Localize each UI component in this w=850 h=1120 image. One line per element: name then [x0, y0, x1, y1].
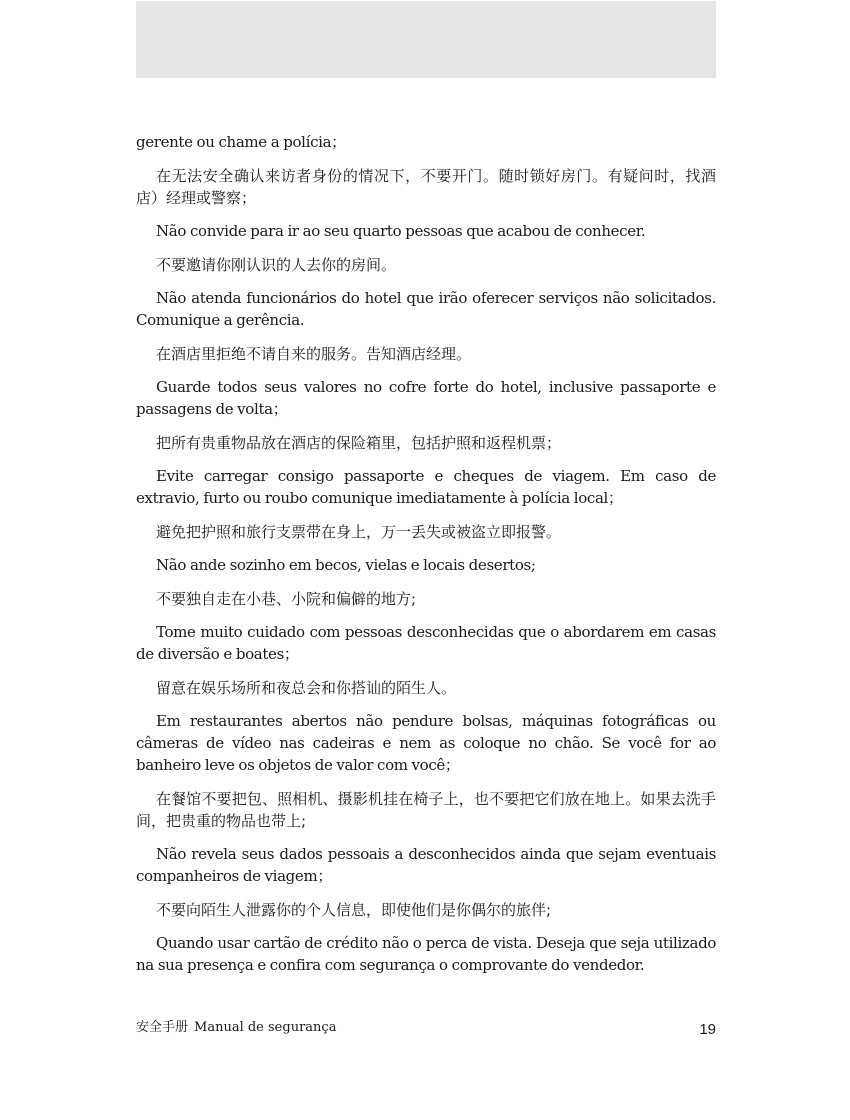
paragraph-pt: Não ande sozinho em becos, vielas e locais desertos; — [156, 556, 536, 574]
page-number: 19 — [699, 1021, 716, 1038]
paragraph-zh: 避免把护照和旅行支票带在身上，万一丢失或被盗立即报警。 — [156, 522, 562, 541]
paragraph-zh: 在餐馆不要把包、照相机、摄影机挂在椅子上，也不要把它们放在地上。如果去洗手间，把贵重的物品也带上; — [136, 789, 716, 830]
paragraph-zh: 在酒店里拒绝不请自来的服务。告知酒店经理。 — [156, 344, 472, 363]
paragraph-pt: Quando usar cartão de crédito não o perca de vista. Deseja que seja utilizado na sua presença e confira com segurança o comprovante do vendedor. — [136, 934, 716, 974]
paragraph-zh: 在无法安全确认来访者身份的情况下，不要开门。随时锁好房门。有疑问时，找酒店）经理或警察； — [136, 166, 716, 207]
paragraph-pt: Evite carregar consigo passaporte e cheques de viagem. Em caso de extravio, furto ou roubo comunique imediatamente à polícia local； — [136, 467, 716, 507]
footer-title-pt: Manual de segurança — [194, 1020, 337, 1035]
page-body — [136, 131, 716, 988]
paragraph-pt: Não atenda funcionários do hotel que irão oferecer serviços não solicitados. Comunique a gerência. — [136, 289, 716, 329]
footer-title-zh: 安全手册 — [136, 1020, 189, 1035]
paragraph-pt: Guarde todos seus valores no cofre forte do hotel, inclusive passaporte e passagens de volta； — [136, 378, 716, 418]
paragraph-zh: 留意在娱乐场所和夜总会和你搭讪的陌生人。 — [156, 678, 457, 697]
paragraph-pt: Tome muito cuidado com pessoas desconhecidas que o abordarem em casas de diversão e boates； — [136, 623, 716, 663]
header-band — [136, 1, 716, 78]
paragraph-pt: gerente ou chame a polícia； — [136, 133, 346, 151]
footer-title — [136, 1018, 336, 1038]
paragraph-zh: 不要邀请你刚认识的人去你的房间。 — [156, 255, 397, 274]
paragraph-pt: Não convide para ir ao seu quarto pessoas que acabou de conhecer. — [156, 222, 646, 240]
paragraph-zh: 把所有贵重物品放在酒店的保险箱里，包括护照和返程机票； — [156, 433, 562, 452]
paragraph-pt: Em restaurantes abertos não pendure bolsas, máquinas fotográficas ou câmeras de vídeo nas cadeiras e nem as coloque no chão. Se você for ao banheiro leve os objetos de valor com você； — [136, 712, 716, 774]
page-footer — [136, 1018, 716, 1042]
paragraph-zh: 不要独自走在小巷、小院和偏僻的地方; — [156, 589, 417, 608]
paragraph-zh: 不要向陌生人泄露你的个人信息，即使他们是你偶尔的旅伴; — [156, 900, 552, 919]
paragraph-pt: Não revela seus dados pessoais a desconhecidos ainda que sejam eventuais companheiros de viagem； — [136, 845, 716, 885]
